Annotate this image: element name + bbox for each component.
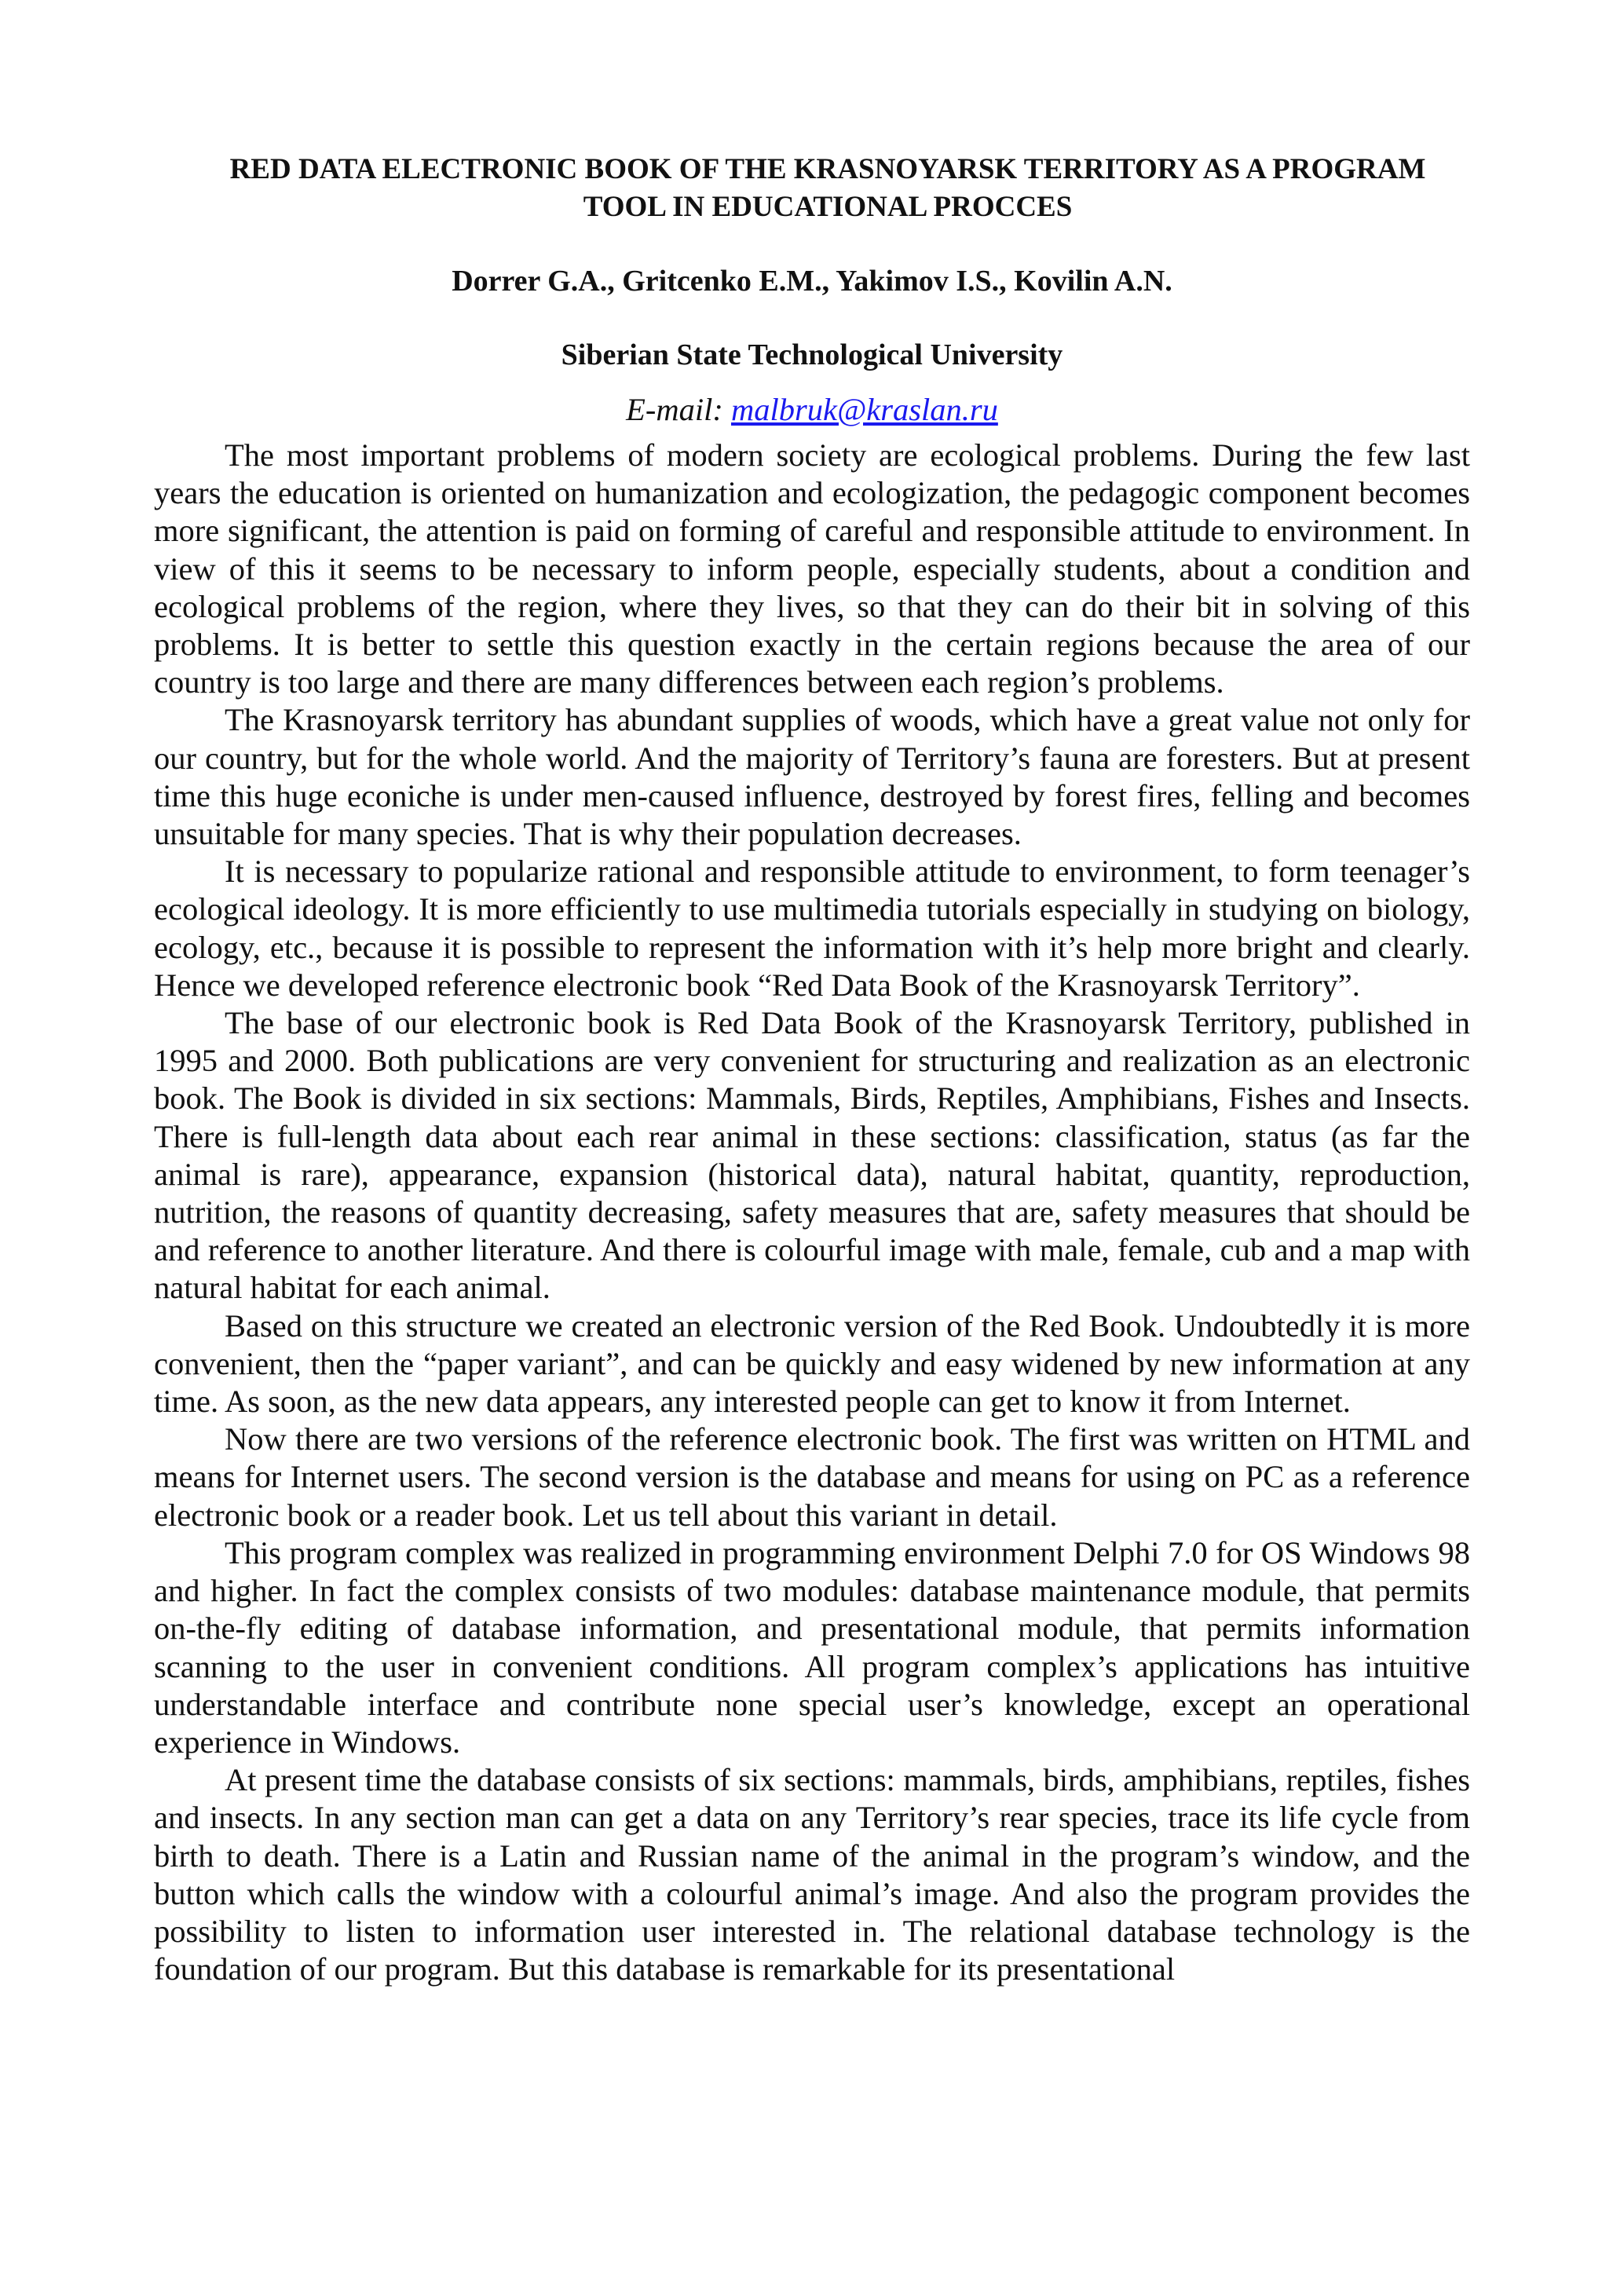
paragraph-8: At present time the database consists of six sections: mammals, birds, amphibians, reptiles, fishes and insects. In any section man can get a data on any Territory’s rear species, trace its life cycle from birth to death. There is a Latin and Russian name of the animal in the program’s window, and the button which calls the window with a colourful animal’s image. And also the program provides the possibility to listen to information user interested in. The relational database technology is the foundation of our program. But this database is remarkable for its presentational xyxy=(154,1762,1470,1987)
paragraph-7: This program complex was realized in programming environment Delphi 7.0 for OS Windows 98 and higher. In fact the complex consists of two modules: database maintenance module, that permits on-the-fly editing of database information, and presentational module, that permits information scanning to the user in convenient conditions. All program complex’s applications has intuitive understandable interface and contribute none special user’s knowledge, except an operational experience in Windows. xyxy=(154,1534,1470,1760)
email-line xyxy=(154,389,1470,430)
paragraph-3: It is necessary to popularize rational and responsible attitude to environment, to form teenager’s ecological ideology. It is more efficiently to use multimedia tutorials especially in studying on biology, ecology, etc., because it is possible to represent the information with it’s help more bright and clearly. Hence we developed reference electronic book “Red Data Book of the Krasnoyarsk Territory”. xyxy=(154,854,1470,1003)
paragraph-4: The base of our electronic book is Red Data Book of the Krasnoyarsk Territory, published in 1995 and 2000. Both publications are very convenient for structuring and realization as an electronic book. The Book is divided in six sections: Mammals, Birds, Reptiles, Amphibians, Fishes and Insects. There is full-length data about each rear animal in these sections: classification, status (as far the animal is rare), appearance, expansion (historical data), natural habitat, quantity, reproduction, nutrition, the reasons of quantity decreasing, safety measures that are, safety measures that should be and reference to another literature. And there is colourful image with male, female, cub and a map with natural habitat for each animal. xyxy=(154,1005,1470,1306)
affiliation: Siberian State Technological University xyxy=(561,338,1063,371)
paragraph-2: The Krasnoyarsk territory has abundant supplies of woods, which have a great value not only for our country, but for the whole world. And the majority of Territory’s fauna are foresters. But at present time this huge econiche is under men-caused influence, destroyed by forest fires, felling and becomes unsuitable for many species. That is why their population decreases. xyxy=(154,702,1470,852)
paper-title: RED DATA ELECTRONIC BOOK OF THE KRASNOYARSK TERRITORY AS A PROGRAM TOOL IN EDUCATIONAL PROCCES xyxy=(229,153,1426,223)
email-label: E-mail: xyxy=(626,392,723,427)
paragraph-5: Based on this structure we created an electronic version of the Red Book. Undoubtedly it is more convenient, then the “paper variant”, and can be quickly and easy widened by new information at any time. As soon, as the new data appears, any interested people can get to know it from Internet. xyxy=(154,1307,1470,1420)
author-list: Dorrer G.A., Gritcenko E.M., Yakimov I.S., Kovilin A.N. xyxy=(452,265,1172,298)
paper-page xyxy=(154,151,1470,1988)
paragraph-6: Now there are two versions of the reference electronic book. The first was written on HTML and means for Internet users. The second version is the database and means for using on PC as a reference electronic book or a reader book. Let us tell about this variant in detail. xyxy=(154,1421,1470,1533)
paragraph-1: The most important problems of modern society are ecological problems. During the few last years the education is oriented on humanization and ecologization, the pedagogic component becomes more significant, the attention is paid on forming of careful and responsible attitude to environment. In view of this it seems to be necessary to inform people, especially students, about a condition and ecological problems of the region, where they lives, so that they can do their bit in solving of this problems. It is better to settle this question exactly in the certain regions because the area of our country is too large and there are many differences between each region’s problems. xyxy=(154,437,1470,700)
body-text xyxy=(154,437,1470,1988)
email-link[interactable]: malbruk@kraslan.ru xyxy=(730,392,998,427)
